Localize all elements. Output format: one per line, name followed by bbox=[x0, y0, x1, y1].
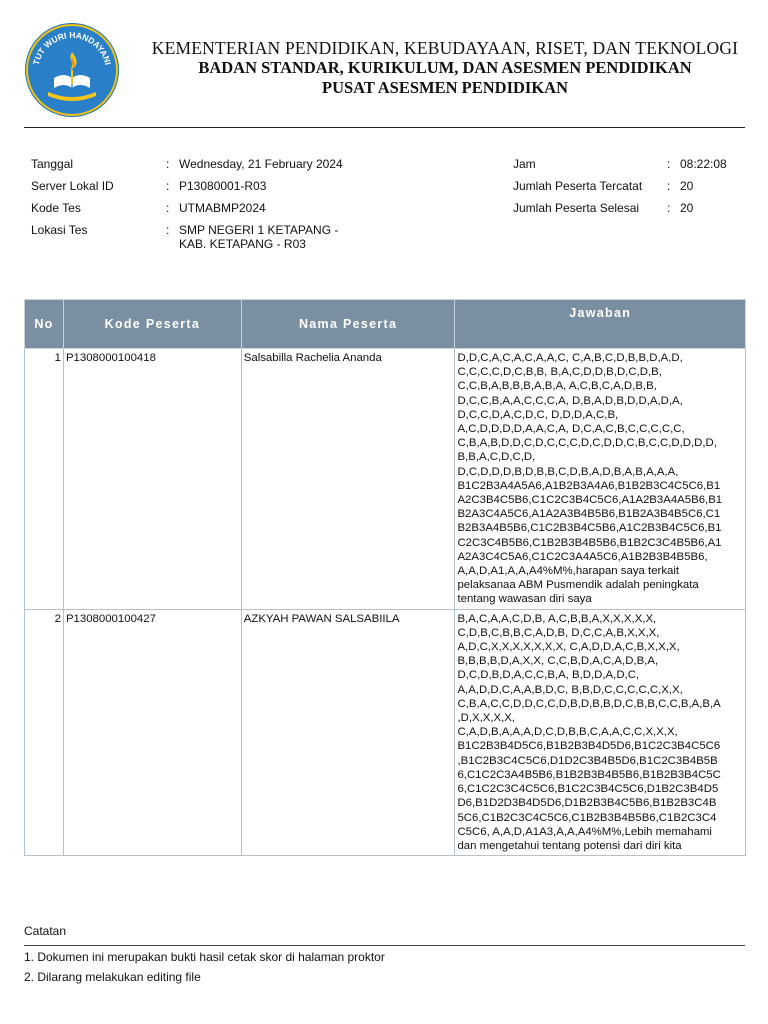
answer-line: pelaksanaa ABM Pusmendik adalah peningkata bbox=[457, 579, 699, 592]
letterhead bbox=[130, 38, 760, 98]
info-value: 08:22:08 bbox=[680, 157, 727, 171]
info-label: Jam bbox=[513, 157, 536, 171]
answer-line: C5C6, A,A,D,A1A3,A,A,A4%M%,Lebih memahami bbox=[457, 825, 712, 838]
center-name: PUSAT ASESMEN PENDIDIKAN bbox=[321, 78, 569, 97]
agency-name: BADAN STANDAR, KURIKULUM, DAN ASESMEN PENDIDIKAN bbox=[198, 58, 692, 77]
cell-nama: Salsabilla Rachelia Ananda bbox=[241, 349, 455, 610]
tut-wuri-handayani-logo bbox=[24, 22, 120, 118]
answer-line: A,A,D,D,C,A,A,B,D,C, B,B,D,C,C,C,C,C,X,X, bbox=[457, 683, 683, 696]
info-label: Lokasi Tes bbox=[31, 223, 88, 237]
table-header-row bbox=[25, 300, 746, 349]
answer-line: B,A,C,A,A,C,D,B, A,C,B,B,A,X,X,X,X,X, bbox=[457, 612, 657, 625]
info-separator: : bbox=[166, 157, 170, 171]
cell-jawaban bbox=[455, 609, 746, 855]
answer-line: C,C,B,A,B,B,B,A,B,A, A,C,B,C,A,D,B,B, bbox=[457, 380, 657, 393]
table-row bbox=[25, 609, 746, 855]
info-label: Jumlah Peserta Tercatat bbox=[513, 179, 643, 193]
answer-line: B1C2B3A4A5A6,A1B2B3A4A6,B1B2B3C4C5C6,B1 bbox=[457, 479, 721, 492]
info-label: Tanggal bbox=[31, 157, 74, 171]
cell-kode: P1308000100418 bbox=[63, 349, 241, 610]
info-left bbox=[31, 157, 471, 257]
info-value: SMP NEGERI 1 KETAPANG - bbox=[179, 223, 339, 237]
answer-line: 6,C1C2C3C4C5C6,B1C2C3B4C5C6,D1B2C3B4D5 bbox=[457, 783, 719, 796]
column-header-kode: Kode Peserta bbox=[63, 300, 241, 349]
table-row bbox=[25, 349, 746, 610]
answer-line: B1C2B3B4D5C6,B1B2B3B4D5D6,B1C2C3B4C5C6 bbox=[457, 740, 721, 753]
cell-jawaban bbox=[455, 349, 746, 610]
info-right bbox=[513, 157, 743, 227]
answer-line: 5C6,C1B2C3C4C5C6,C1B2B3B4B5B6,C1B2C3C4 bbox=[457, 811, 717, 824]
header-divider bbox=[24, 127, 745, 128]
info-value: Wednesday, 21 February 2024 bbox=[179, 157, 343, 171]
cell-no: 1 bbox=[25, 349, 64, 610]
answer-line: A2C3B4C5B6,C1C2C3B4C5C6,A1A2B3A4A5B6,B1 bbox=[457, 494, 723, 507]
info-value: UTMABMP2024 bbox=[179, 201, 266, 215]
answer-line: A,D,C,X,X,X,X,X,X,X, C,A,D,D,A,C,B,X,X,X, bbox=[457, 641, 680, 654]
answer-line: D6,B1D2D3B4D5D6,D1B2B3B4C5B6,B1B2B3C4B bbox=[457, 797, 717, 810]
info-value: P13080001-R03 bbox=[179, 179, 267, 193]
answer-line: D,C,D,B,D,A,C,C,B,A, B,D,D,A,D,C, bbox=[457, 669, 640, 682]
answer-line: A2A3C4C5A6,C1C2C3A4A5C6,A1B2B3B4B5B6, bbox=[457, 550, 708, 563]
answer-line: C,D,B,C,B,B,C,A,D,B, D,C,C,A,B,X,X,X, bbox=[457, 626, 660, 639]
info-separator: : bbox=[667, 179, 671, 193]
note-item: 2. Dilarang melakukan editing file bbox=[24, 970, 201, 984]
logo-text: TUT WURI HANDAYANI bbox=[30, 29, 114, 66]
info-value: 20 bbox=[680, 179, 694, 193]
answer-line: ,D,X,X,X,X, bbox=[457, 712, 516, 725]
answer-line: C,A,D,B,A,A,A,D,C,D,B,B,C,A,A,C,C,X,X,X, bbox=[457, 726, 678, 739]
answer-line: B,B,B,B,D,A,X,X, C,C,B,D,A,C,A,D,B,A, bbox=[457, 655, 659, 668]
cell-no: 2 bbox=[25, 609, 64, 855]
info-label: Server Lokal ID bbox=[31, 179, 114, 193]
notes-divider bbox=[24, 945, 745, 946]
answer-line: tentang wawasan diri saya bbox=[457, 593, 592, 606]
info-value-line2: KAB. KETAPANG - R03 bbox=[179, 237, 306, 251]
answer-line: D,C,D,D,D,B,D,B,B,C,D,B,A,D,B,A,B,A,A,A, bbox=[457, 465, 679, 478]
column-header-jawaban: Jawaban bbox=[455, 300, 746, 349]
info-separator: : bbox=[166, 223, 170, 237]
answer-line: ,B1C2B3C4C5C6,D1D2C3B4B5D6,B1C2C3B4B5B bbox=[457, 754, 718, 767]
note-item: 1. Dokumen ini merupakan bukti hasil cetak skor di halaman proktor bbox=[24, 950, 385, 964]
info-label: Kode Tes bbox=[31, 201, 81, 215]
answer-line: A,A,D,A1,A,A,A4%M%,harapan saya terkait bbox=[457, 565, 680, 578]
cell-kode: P1308000100427 bbox=[63, 609, 241, 855]
answer-line: C,B,A,C,C,D,D,C,C,D,B,D,B,B,D,C,B,B,C,C,B,A,B,A bbox=[457, 697, 721, 710]
info-separator: : bbox=[166, 201, 170, 215]
notes-title: Catatan bbox=[24, 924, 67, 938]
answer-line: C,C,C,C,D,C,B,B, B,A,C,D,D,B,D,C,D,B, bbox=[457, 366, 662, 379]
answer-line: 6,C1C2C3A4B5B6,B1B2B3B4B5B6,B1B2B3B4C5C bbox=[457, 768, 721, 781]
answer-line: D,C,C,D,A,C,D,C, D,D,D,A,C,B, bbox=[457, 408, 619, 421]
answer-line: C2C3C4B5B6,C1B2B3B4B5B6,B1B2C3C4B5B6,A1 bbox=[457, 536, 722, 549]
column-header-no: No bbox=[25, 300, 64, 349]
answer-line: A,C,D,D,D,D,A,A,C,A, D,C,A,C,B,C,C,C,C,C, bbox=[457, 423, 685, 436]
answer-line: B,B,A,C,D,C,D, bbox=[457, 451, 536, 464]
info-separator: : bbox=[667, 201, 671, 215]
info-separator: : bbox=[667, 157, 671, 171]
answers-table bbox=[24, 299, 746, 856]
ministry-name: KEMENTERIAN PENDIDIKAN, KEBUDAYAAN, RISET, DAN TEKNOLOGI bbox=[151, 38, 739, 58]
info-label: Jumlah Peserta Selesai bbox=[513, 201, 640, 215]
info-value: 20 bbox=[680, 201, 694, 215]
info-separator: : bbox=[166, 179, 170, 193]
answer-line: B2B3A4B5B6,C1C2B3B4C5B6,A1C2B3B4C5C6,B1 bbox=[457, 522, 722, 535]
answer-line: D,D,C,A,C,A,C,A,A,C, C,A,B,C,D,B,B,D,A,D, bbox=[457, 352, 683, 364]
answer-line: C,B,A,B,D,D,C,D,C,C,C,D,C,D,D,C,B,C,C,D,D,D,D, bbox=[457, 437, 717, 450]
cell-nama: AZKYAH PAWAN SALSABIILA bbox=[241, 609, 455, 855]
notes-section bbox=[24, 924, 745, 984]
answer-line: dan mengetahui tentang potensi dari diri kita bbox=[457, 839, 682, 852]
column-header-nama: Nama Peserta bbox=[241, 300, 455, 349]
answer-line: D,C,C,B,A,A,C,C,C,A, D,B,A,D,B,D,D,A,D,A, bbox=[457, 394, 683, 407]
answer-line: B2A3C4A5C6,A1A2A3B4B5B6,B1B2A3B4B5C6,C1 bbox=[457, 508, 721, 521]
